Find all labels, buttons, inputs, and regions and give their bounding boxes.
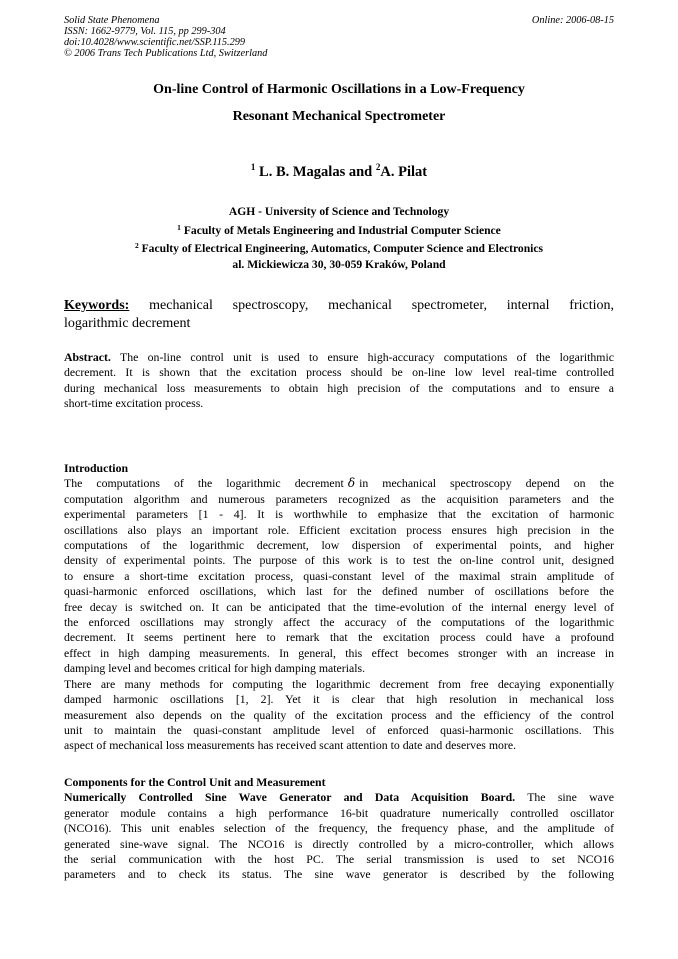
- copyright-line: © 2006 Trans Tech Publications Ltd, Switzerland: [64, 48, 268, 59]
- components-line-1: Numerically Controlled Sine Wave Generator and Data Acquisition Board. The sine wave: [64, 790, 614, 805]
- paper-title-line-1: On-line Control of Harmonic Oscillations in a Low-Frequency: [153, 82, 525, 97]
- online-date: Online: 2006-08-15: [531, 15, 614, 26]
- components-line: the serial communication with the host PC. The serial transmission is used to set NCO16: [64, 852, 614, 867]
- affiliation-1-text: Faculty of Metals Engineering and Industrial Computer Science: [183, 223, 501, 237]
- components-subheading: Numerically Controlled Sine Wave Generator and Data Acquisition Board.: [64, 790, 516, 805]
- affiliation-2-text: Faculty of Electrical Engineering, Automatics, Computer Science and Electronics: [141, 242, 544, 255]
- intro-para2-line: measurement also depends on the quality of the excitation process and the efficiency of the control: [64, 707, 614, 722]
- university: AGH - University of Science and Technology: [228, 205, 450, 218]
- abstract-line-1: The on-line control unit is used to ensure high-accuracy computations of the logarithmic: [119, 350, 614, 364]
- intro-line: effect in high damping measurements. In general, this effect becomes stronger with an increase in: [64, 645, 614, 660]
- intro-para2-line: unit to maintain the quasi-constant amplitude level of enforced quasi-harmonic oscillations. This: [64, 722, 614, 737]
- author-list: [64, 162, 614, 181]
- affiliation-2: [64, 238, 614, 257]
- keywords-label: Keywords:: [64, 298, 130, 313]
- intro-line: quasi-harmonic enforced oscillations, which last for the defined number of oscillations before the: [64, 584, 614, 599]
- paper-title-line-2: Resonant Mechanical Spectrometer: [232, 109, 446, 124]
- abstract-label: Abstract.: [64, 350, 111, 364]
- components-heading: Components for the Control Unit and Measurement: [64, 775, 326, 789]
- affiliation-2-superscript: 2: [134, 241, 139, 250]
- intro-line: computations of the logarithmic decrement, low dispersion of experimental points, and higher: [64, 538, 614, 553]
- author-2: A. Pilat: [380, 164, 428, 180]
- doi-line: doi:10.4028/www.scientific.net/SSP.115.299: [64, 37, 246, 48]
- keywords-line-1: mechanical spectroscopy, mechanical spectrometer, internal friction,: [149, 298, 615, 313]
- affiliation-1-superscript: 1: [177, 222, 181, 232]
- intro-line: density of experimental points. The purpose of this work is to test the on-line control unit, designed: [64, 553, 614, 568]
- introduction-heading: Introduction: [64, 461, 129, 475]
- intro-para2-line: damped harmonic oscillations [1, 2]. Yet it is clear that high resolution in mechanical loss: [64, 692, 614, 707]
- delta-symbol: δ: [347, 476, 356, 491]
- components-section: [64, 775, 614, 883]
- intro-line: to ensure a short-time excitation process, quasi-constant level of the maximal strain amplitude of: [64, 568, 614, 583]
- address: al. Mickiewicza 30, 30-059 Kraków, Poland: [232, 257, 446, 271]
- journal-header: [64, 15, 267, 59]
- components-line: generated sine-wave signal. The NCO16 is directly controlled by a micro-controller, which allows: [64, 836, 614, 851]
- intro-line: computation algorithm and numerous parameters recognized as the acquisition parameters and the: [64, 491, 614, 506]
- intro-last-line: damping level and becomes critical for high damping materials.: [64, 661, 366, 676]
- affiliation-1: [64, 220, 614, 239]
- components-line: parameters and to check its status. The sine wave generator is described by the following: [64, 867, 614, 882]
- components-line: generator module contains a high performance 16-bit quadrature numerically controlled oscillator: [64, 805, 614, 820]
- intro-line: the enforced oscillations may strongly affect the accuracy of the computations of the logarithmic: [64, 615, 614, 630]
- intro-line: oscillations also plays an important role. Efficient excitation process ensures high precision in the: [64, 522, 614, 537]
- intro-para2-last-line: aspect of mechanical loss measurements has received scant attention to date and deserves more.: [64, 738, 517, 753]
- intro-para2-line: There are many methods for computing the logarithmic decrement from free decaying exponentially: [64, 676, 614, 691]
- author-1-superscript: 1: [250, 162, 256, 172]
- intro-line: free decay is switched on. It can be anticipated that the time-evolution of the internal energy level of: [64, 599, 614, 614]
- author-2-superscript: 2: [375, 162, 381, 172]
- abstract-line-2: decrement. It is shown that the excitation process should be on-line low level real-time controlled: [64, 365, 614, 380]
- abstract: [64, 350, 614, 412]
- intro-line-1: The computations of the logarithmic decrement δ in mechanical spectroscopy depend on the: [64, 476, 614, 491]
- author-1: L. B. Magalas and: [259, 164, 373, 180]
- intro-line: decrement. It seems pertinent here to remark that the excitation process could have a profound: [64, 630, 614, 645]
- keywords-line-2: logarithmic decrement: [64, 316, 191, 331]
- keywords: [64, 297, 614, 333]
- issn-line: ISSN: 1662-9779, Vol. 115, pp 299-304: [64, 26, 226, 37]
- intro-line: experimental parameters [1 - 4]. It is worthwhile to emphasize that the excitation of harmonic: [64, 507, 614, 522]
- affiliations: [64, 204, 614, 272]
- components-line: (NCO16). This unit enables selection of the frequency, the frequency phase, and the amplitude of: [64, 821, 614, 836]
- abstract-line-4: short-time excitation process.: [64, 396, 204, 411]
- journal-name: Solid State Phenomena: [64, 15, 160, 26]
- abstract-line-3: during mechanical loss measurements to obtain high precision of the computations and to ensure a: [64, 380, 614, 395]
- introduction-section: [64, 461, 614, 754]
